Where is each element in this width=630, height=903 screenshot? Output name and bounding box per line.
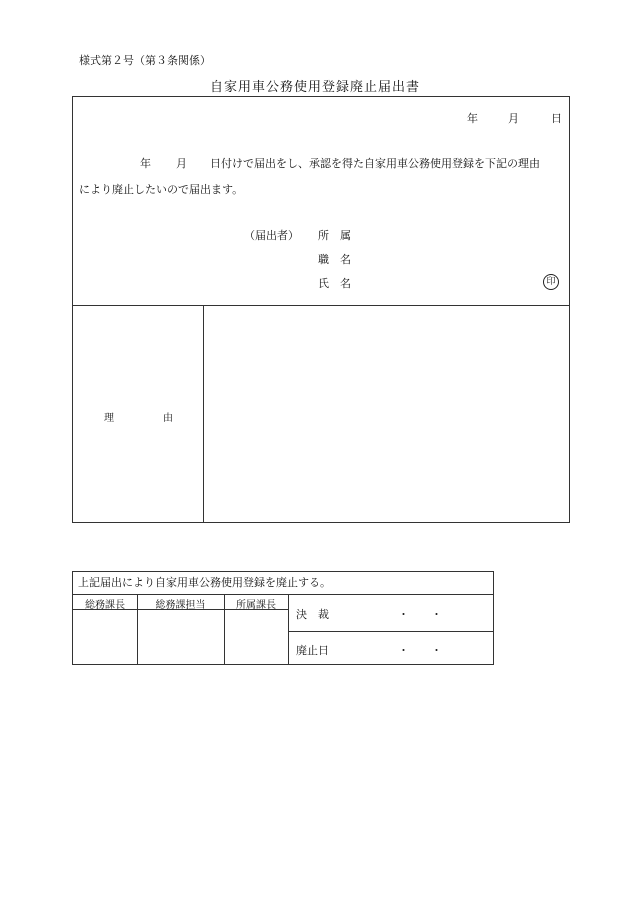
affiliation-label: 所 属	[318, 229, 351, 242]
body-year-label: 年	[140, 157, 151, 170]
abolish-date-field[interactable]: ・ ・	[398, 644, 442, 657]
column-divider-3	[288, 594, 289, 665]
position-label: 職 名	[318, 253, 351, 266]
column-header-general-affairs-chief: 総務課長	[85, 600, 125, 611]
seal-cell-general-affairs-staff[interactable]	[138, 610, 223, 664]
body-text-line1: 日付けで届出をし、承認を得た自家用車公務使用登録を下記の理由	[210, 157, 540, 170]
reason-label-left: 理	[104, 413, 114, 424]
decision-label: 決 裁	[296, 608, 329, 621]
abolish-date-label: 廃止日	[296, 644, 329, 657]
seal-cell-department-chief[interactable]	[225, 610, 287, 664]
body-text-line2: により廃止したいので届出ます。	[79, 183, 244, 196]
date-month-label: 月	[508, 112, 519, 125]
approval-statement-divider	[72, 594, 494, 595]
decision-date-field[interactable]: ・ ・	[398, 608, 442, 621]
date-year-label: 年	[467, 112, 478, 125]
page-title: 自家用車公務使用登録廃止届出書	[209, 80, 420, 95]
column-header-department-chief: 所属課長	[236, 600, 276, 611]
date-day-label: 日	[551, 112, 562, 125]
reason-field[interactable]	[204, 306, 569, 522]
form-number: 様式第２号（第３条関係）	[79, 54, 211, 67]
decision-divider	[288, 631, 494, 632]
reason-label-right: 由	[163, 413, 173, 424]
name-label: 氏 名	[318, 277, 351, 290]
column-header-general-affairs-staff: 総務課担当	[155, 600, 206, 611]
body-month-label: 月	[176, 157, 187, 170]
submitter-label: （届出者）	[244, 229, 299, 242]
seal-cell-general-affairs-chief[interactable]	[73, 610, 136, 664]
seal-mark-icon: 印	[543, 274, 559, 290]
approval-statement: 上記届出により自家用車公務使用登録を廃止する。	[78, 576, 331, 589]
